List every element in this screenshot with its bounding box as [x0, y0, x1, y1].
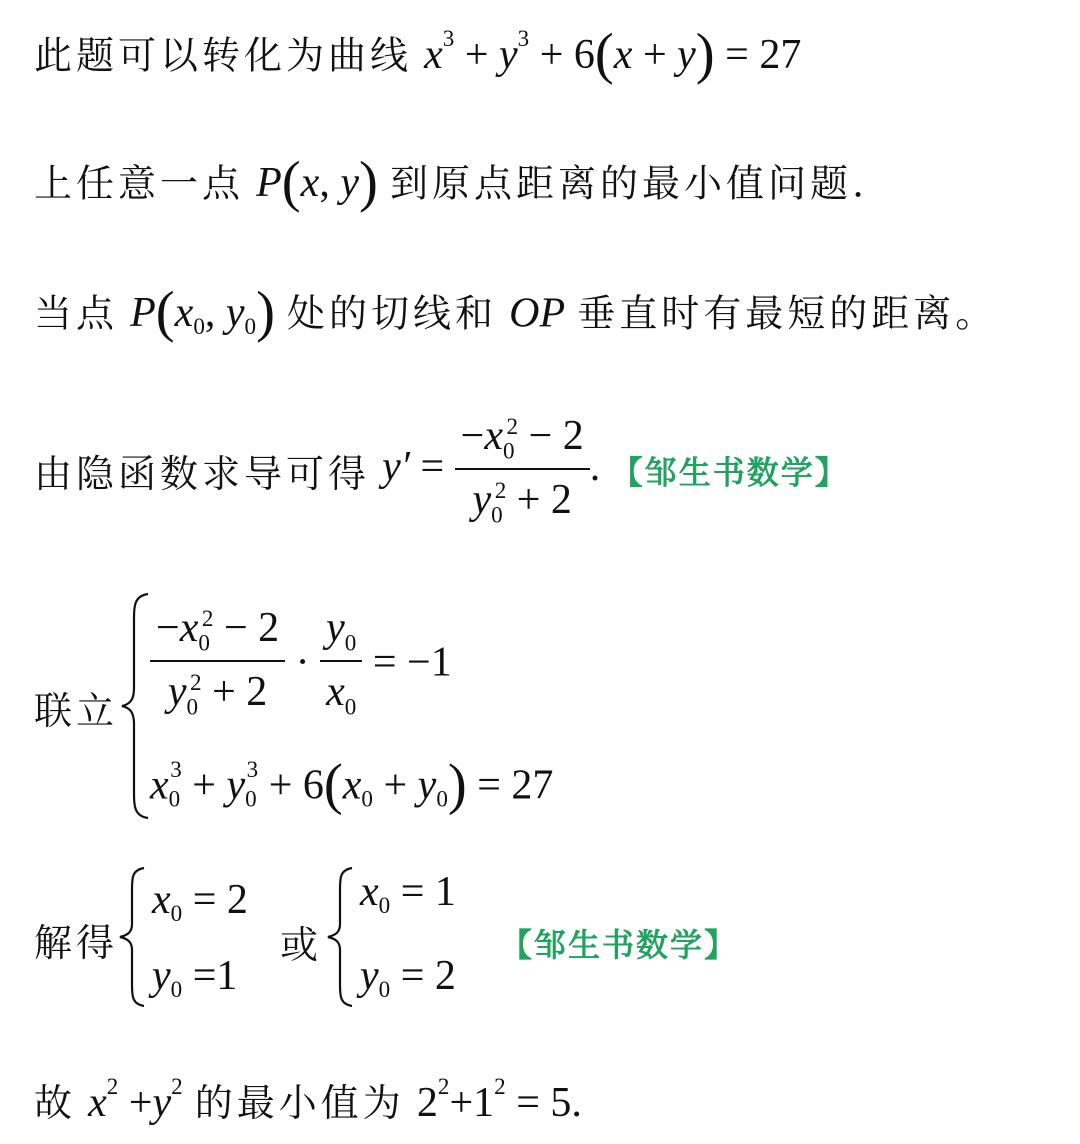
- curve-equation: $x^3 + y^3 + 6(x + y) = 27$: [424, 23, 802, 86]
- system-rhs-1: = −1: [372, 639, 452, 686]
- solution1-x: $x_0 = 2$: [152, 877, 248, 927]
- solution2-y-value: = 2: [400, 953, 456, 999]
- solution2-brace: [326, 866, 356, 1008]
- line2-text-b: 到原点距离的最小值问题.: [389, 161, 869, 206]
- solution2-x: $x_0 = 1$: [360, 869, 456, 919]
- line6-label: [34, 912, 118, 967]
- solution2-y: $y_0 = 2$: [360, 953, 456, 1003]
- watermark-tag-2: 【邹生书数学】: [500, 926, 739, 964]
- system-fraction-1: $\frac{-x_0^2 - 2}{y_0^2 + 2}$: [150, 604, 285, 721]
- segment-op: OP: [509, 290, 566, 337]
- solution2-x-value: = 1: [400, 869, 456, 915]
- derivative-formula: y′ = $\frac{-x_0^2 - 2}{y_0^2 + 2}$ .: [382, 413, 611, 528]
- curve-equation-rhs: = 27: [725, 32, 802, 79]
- or-label: 或: [280, 923, 323, 967]
- line1-text: 此题可以转化为曲线: [34, 33, 413, 78]
- system-rhs-2: = 27: [477, 762, 554, 809]
- line4-text: 由隐函数求导可得: [34, 451, 371, 496]
- line2-text-a: 上任意一点: [34, 161, 245, 206]
- line-curve: [34, 22, 801, 87]
- point-p0: $P(x_0$, $y_0$): [130, 281, 275, 344]
- line-conclusion: [34, 1072, 582, 1127]
- line-point: [34, 150, 868, 215]
- system-brace: [120, 592, 152, 820]
- system-label: 联立: [34, 689, 119, 733]
- line7-text-a: 故: [34, 1081, 77, 1125]
- line3-text-a: 当点: [34, 291, 119, 336]
- point-p: P(x, y): [256, 151, 378, 214]
- watermark-tag-1: 【邹生书数学】: [610, 453, 849, 492]
- derivative-fraction: $\frac{-x_0^2 - 2}{y_0^2 + 2}$: [455, 412, 590, 529]
- line3-text-c: 垂直时有最短的距离。: [577, 291, 998, 336]
- solution1-x-value: = 2: [192, 877, 248, 923]
- final-result-value: = 5.: [516, 1080, 582, 1126]
- or-text: [280, 914, 322, 969]
- watermark-line-2: [500, 920, 738, 966]
- system-equation-2: $x_0^3 + y_0^3 + 6(x_0 + y_0) = 27$: [150, 753, 554, 816]
- line3-text-b: 处的切线和: [287, 291, 498, 336]
- line-tangent: [34, 280, 997, 345]
- solve-label: 解得: [34, 921, 119, 965]
- solution1-brace: [118, 866, 148, 1008]
- line5-label: [34, 680, 118, 735]
- sum-of-squares: $x^2 +y^2$: [88, 1073, 183, 1126]
- line7-text-b: 的最小值为: [194, 1081, 405, 1125]
- final-result: $2^2+1^2 = 5$.: [416, 1073, 582, 1126]
- solution1-y: $y_0 =1$: [152, 953, 238, 1003]
- system-equation-1: $\frac{-x_0^2 - 2}{y_0^2 + 2}$ · $\frac{y_0}{x_0}$ = −1: [150, 604, 452, 721]
- solution1-y-value: =1: [192, 953, 238, 999]
- line-derivative: [34, 412, 849, 529]
- system-fraction-2: $\frac{y_0}{x_0}$: [320, 604, 362, 721]
